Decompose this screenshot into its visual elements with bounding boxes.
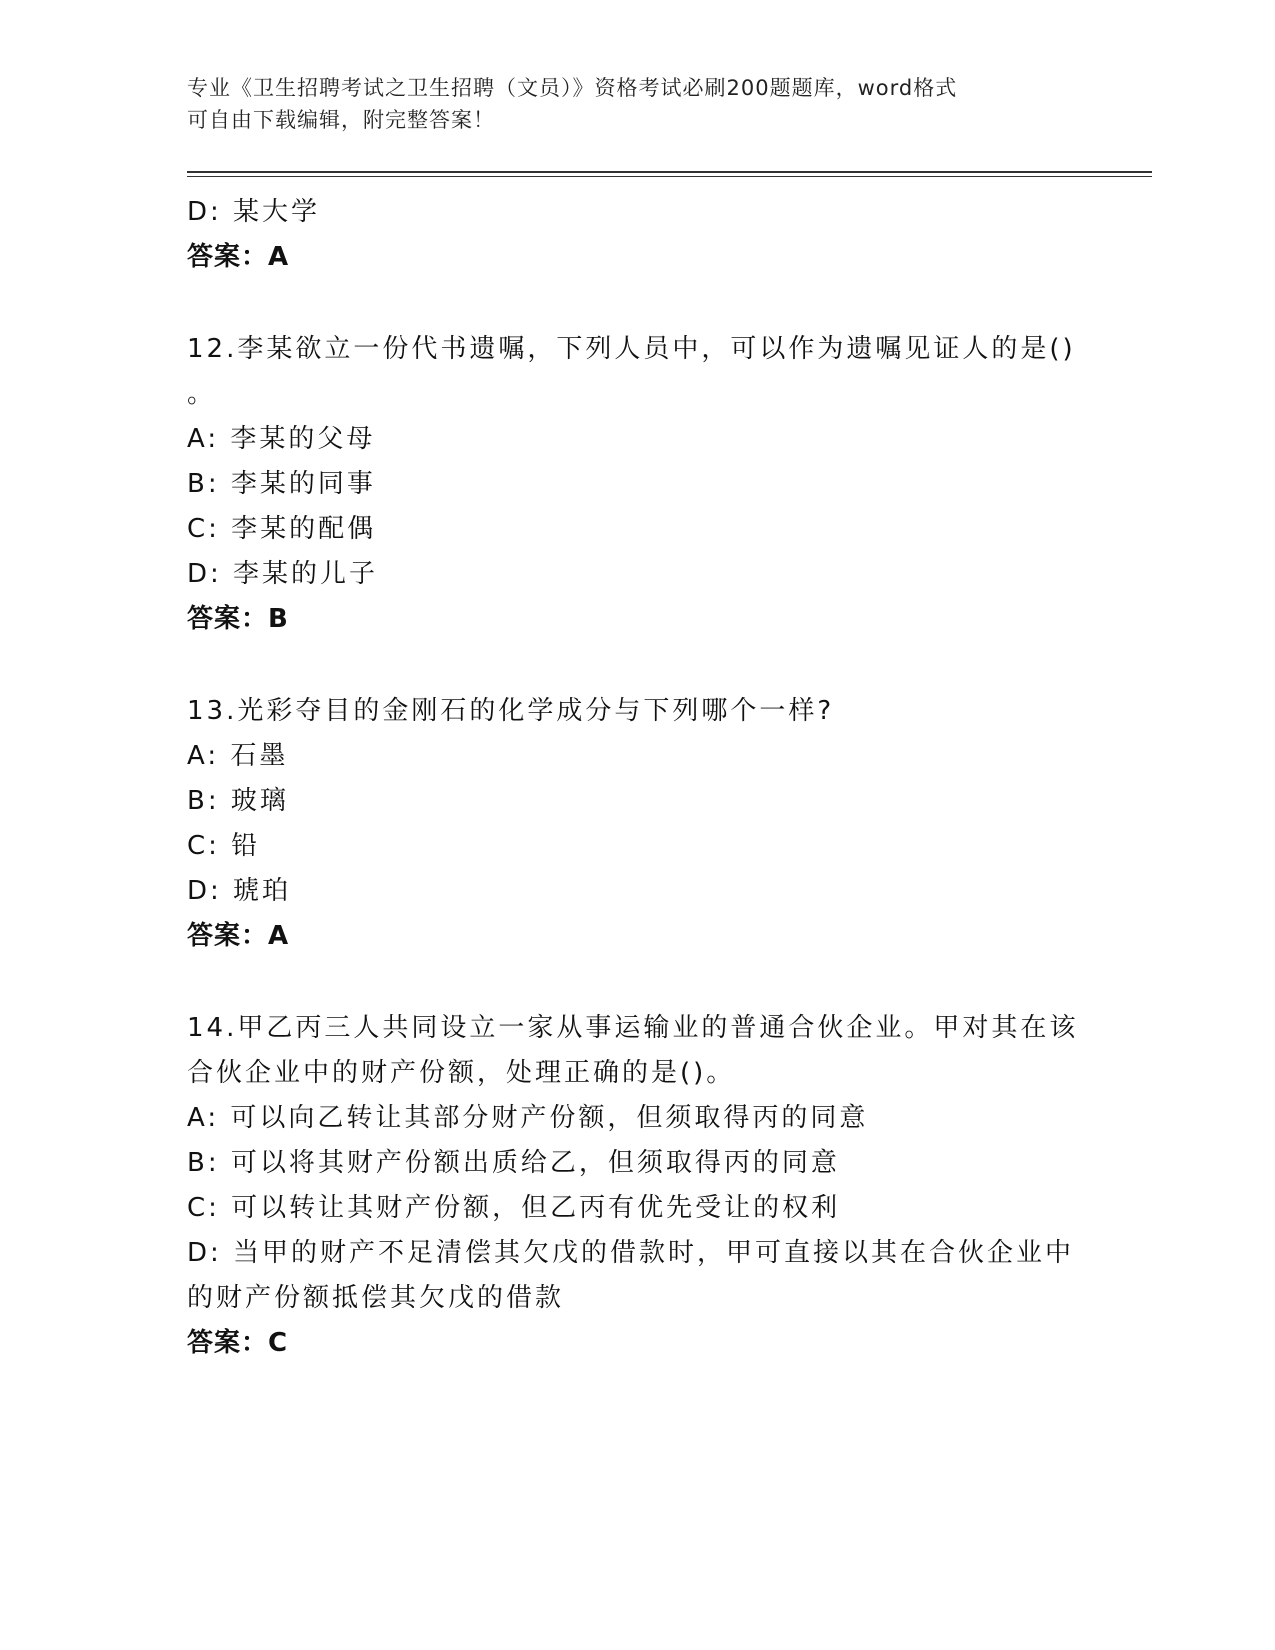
- header-rule-bottom: [187, 176, 1152, 177]
- q14-question-line-2: 合伙企业中的财产份额，处理正确的是()。: [187, 1058, 736, 1088]
- q13-question: 13.光彩夺目的金刚石的化学成分与下列哪个一样?: [187, 696, 835, 726]
- q12-question-line-1: 12.李某欲立一份代书遗嘱，下列人员中，可以作为遗嘱见证人的是(): [187, 334, 1076, 364]
- question-list: [187, 190, 1087, 1366]
- q14-answer: 答案：C: [187, 1328, 289, 1358]
- q12-option-a: A: 李某的父母: [187, 424, 376, 454]
- q13-answer: 答案：A: [187, 921, 290, 951]
- q11-answer: 答案：A: [187, 242, 290, 272]
- q13-option-c: C: 铅: [187, 831, 261, 861]
- q14-question-line-1: 14.甲乙丙三人共同设立一家从事运输业的普通合伙企业。甲对其在该: [187, 1013, 1079, 1043]
- question-12: [187, 327, 1087, 642]
- q13-option-b: B: 玻璃: [187, 786, 289, 816]
- q12-answer: 答案：B: [187, 604, 289, 634]
- q14-option-d-line-2: 的财产份额抵偿其欠戊的借款: [187, 1283, 565, 1313]
- header-rule-top: [187, 171, 1152, 173]
- question-13: [187, 689, 1087, 959]
- page-header: [187, 72, 1087, 136]
- q11-option-d: D: 某大学: [187, 197, 321, 227]
- q12-option-b: B: 李某的同事: [187, 469, 376, 499]
- q13-option-d: D: 琥珀: [187, 876, 292, 906]
- question-14: [187, 1006, 1087, 1366]
- q12-option-d: D: 李某的儿子: [187, 559, 379, 589]
- header-line-1: 专业《卫生招聘考试之卫生招聘（文员）》资格考试必刷200题题库，word格式: [187, 76, 958, 100]
- q12-option-c: C: 李某的配偶: [187, 514, 377, 544]
- q13-option-a: A: 石墨: [187, 741, 289, 771]
- q14-option-c: C: 可以转让其财产份额，但乙丙有优先受让的权利: [187, 1193, 841, 1223]
- q12-question-line-2: 。: [187, 379, 217, 409]
- q14-option-d-line-1: D: 当甲的财产不足清偿其欠戊的借款时，甲可直接以其在合伙企业中: [187, 1238, 1075, 1268]
- q14-option-b: B: 可以将其财产份额出质给乙，但须取得丙的同意: [187, 1148, 840, 1178]
- header-line-2: 可自由下载编辑，附完整答案！: [187, 108, 495, 132]
- question-11: [187, 190, 1087, 280]
- q14-option-a: A: 可以向乙转让其部分财产份额，但须取得丙的同意: [187, 1103, 869, 1133]
